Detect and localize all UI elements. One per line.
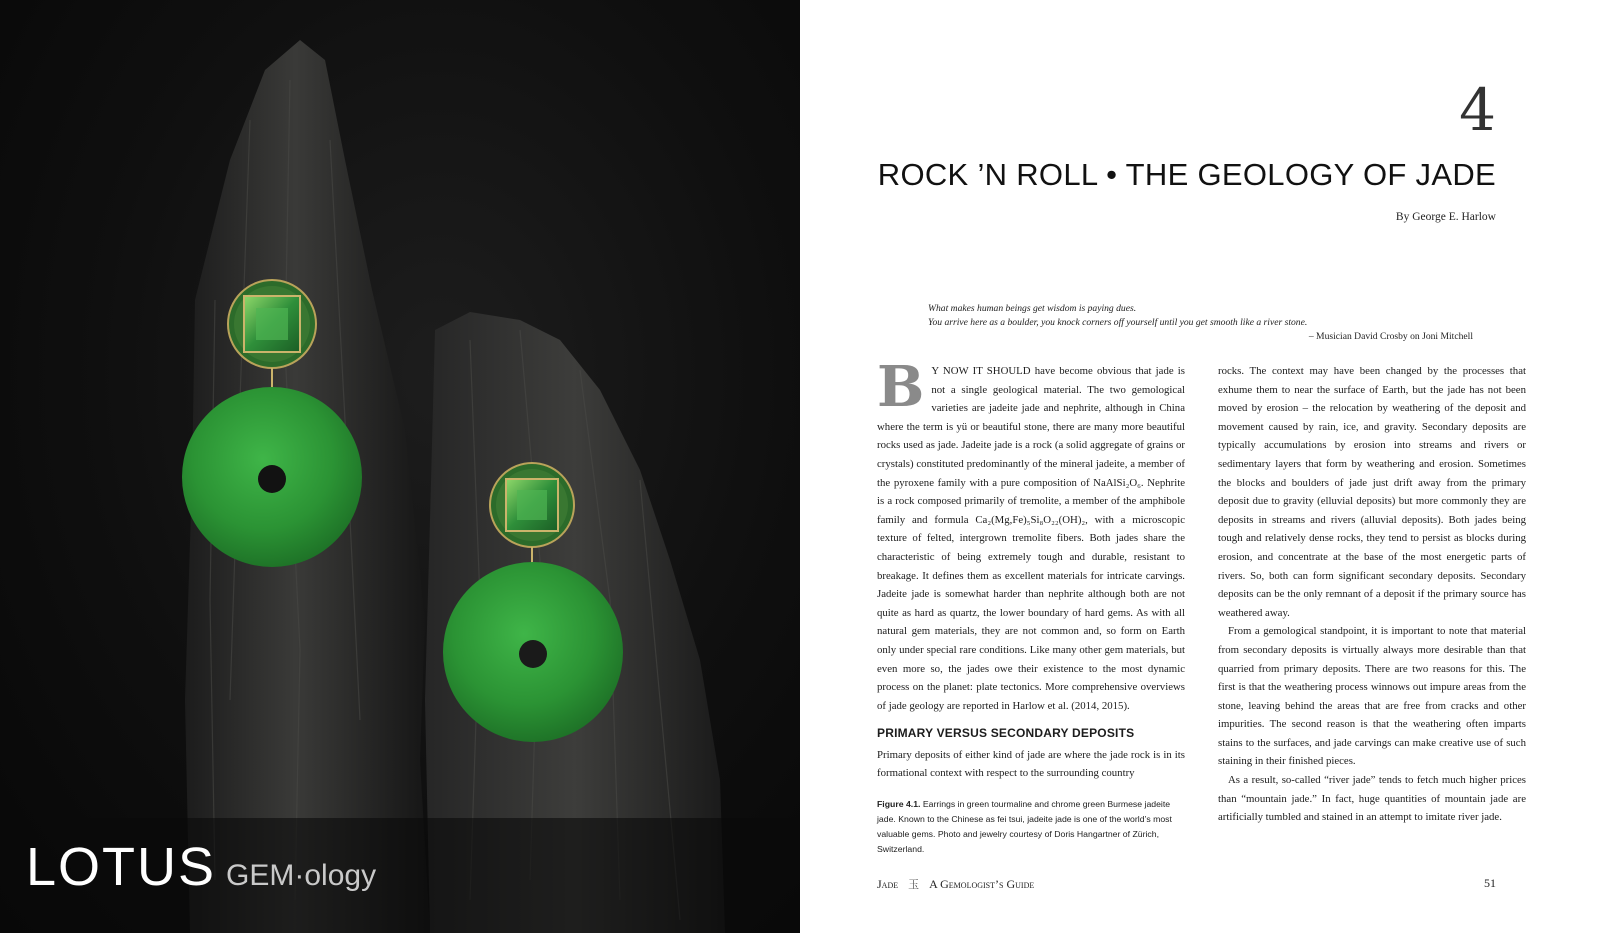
watermark-brand: LOTUS [26, 837, 217, 897]
paragraph-intro [877, 354, 1186, 715]
chapter-number: 4 [1459, 76, 1496, 144]
figure-caption-text: Earrings in green tourmaline and chrome green Burmese jadeite jade. Known to the Chinese as fei tsui, jadeite jade is one of the world’s most valuable gems. Photo and jewelry courtesy of Doris Hangartner of Zürich, Switzerland. [877, 799, 1172, 855]
footer-subtitle: A Gemologist’s Guide [929, 877, 1035, 891]
paragraph-intro-text: have become obvious that jade is not a single geological material. The two gemological varieties are jadeite jade and nephrite, although in China where the term is yü or beautiful stone, there are many more beautiful rocks used as jade. Jadeite jade is a rock (a solid aggregate of grains or crystals) constituted predominantly of the mineral jadeite, a member of the pyroxene family with a pure composition of NaAlSi₂O₆. Nephrite is a rock composed primarily of tremolite, a member of the amphibole family and formula Ca₂(Mg,Fe)₅Si₈O₂₂(OH)₂, with a microscopic texture of felted, intergrown tremolite fibers. Both jades share the characteristic of being extremely tough and durable, resistant to breakage. It defines them as excellent materials for intricate carvings. Jadeite jade is somewhat harder than nephrite although both are not quite as hard as quartz, the lower boundary of hard gems. As with all natural gem materials, they are not common and, so form on Earth only under special rare conditions. Like many other gem materials, but even more so, the jades owe their existence to the most dynamic process on the planet: plate tectonics. More comprehensive overviews of jade geology are reported in Harlow et al. (2014, 2015). [877, 365, 1186, 712]
epigraph-credit: – Musician David Crosby on Joni Mitchell [1308, 331, 1473, 342]
chapter-byline: By George E. Harlow [1395, 211, 1496, 223]
page-number: 51 [1484, 876, 1496, 890]
footer-book-title-group [877, 876, 1034, 892]
figure-caption [877, 797, 1185, 857]
figure-label: Figure 4.1. [877, 799, 921, 810]
chapter-title: ROCK ’N ROLL • THE GEOLOGY OF JADE [877, 157, 1496, 192]
jade-glyph-icon: 玉 [908, 879, 920, 891]
drop-cap: B [877, 354, 925, 420]
paragraph-primary-deposits: Primary deposits of either kind of jade are where the jade rock is in its formational context with respect to the surrounding country [877, 748, 1185, 780]
paragraph-secondary-deposits: rocks. The context may have been changed by the processes that exhume them to near the surface of Earth, but the jade has not been moved by erosion – the relocation by weathering of the deposit and movement caused by rain, ice, and gravity. Secondary deposits are typically accumulations by erosion into streams and rivers or sedimentary layers that form by weathering and erosion. Sometimes the blocks and boulders of jade just drift away from the primary deposit due to gravity (elluvial deposits) but more commonly they are deposits in streams and rivers (alluvial deposits). Both jades being tough and relatively dense rocks, they tend to persist as blocks during erosion, and concentrate at the base of the most energetic parts of rivers. So, both can form significant secondary deposits. Secondary deposits can be the only remnant of a deposit if the primary source has weathered away. [1218, 365, 1526, 619]
epigraph [928, 302, 1473, 342]
footer-book-title: Jade [877, 877, 899, 891]
epigraph-line-2: You arrive here as a boulder, you knock corners off yourself until you get smooth like a river stone. [928, 317, 1308, 328]
lead-in: Y NOW IT SHOULD [931, 365, 1031, 377]
watermark-sub: GEM·ology [226, 859, 377, 892]
text-column-right [1218, 362, 1526, 827]
text-page [800, 0, 1600, 933]
paragraph-river-jade: As a result, so-called “river jade” tends to fetch much higher prices than “mountain jade.” In fact, huge quantities of mountain jade are artificially tumbled and stained in an attempt to imitate river jade. [1218, 774, 1526, 824]
text-column-left [877, 354, 1186, 857]
lotus-gemology-watermark [26, 836, 376, 898]
epigraph-line-1: What makes human beings get wisdom is paying dues. [928, 303, 1137, 314]
section-heading: PRIMARY VERSUS SECONDARY DEPOSITS [877, 726, 1135, 741]
paragraph-gemological-standpoint: From a gemological standpoint, it is important to note that material from secondary deposits is virtually always more desirable than that quarried from primary deposits. There are two reasons for this. The first is that the weathering process winnows out impure areas from the stone, leaving behind the areas that are free from cracks and other impurities. The second reason is that the weathering often imparts stains to the surfaces, and jade carvings can make creative use of such staining in their finished pieces. [1218, 625, 1526, 768]
